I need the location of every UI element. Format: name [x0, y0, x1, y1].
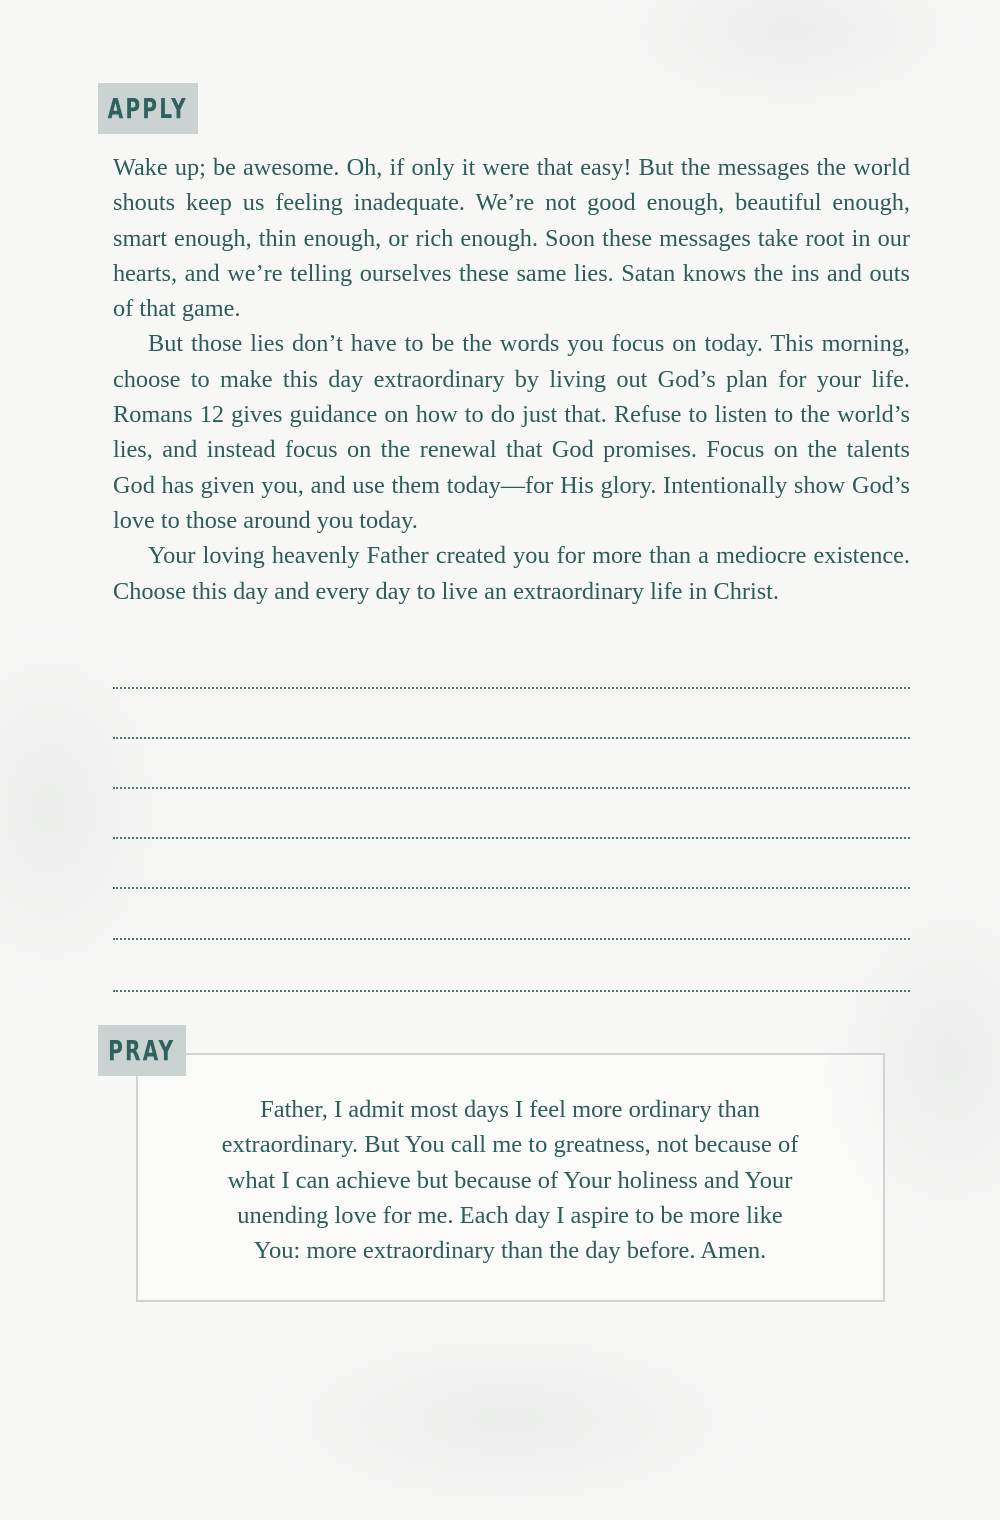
- apply-paragraph-2: But those lies don’t have to be the words you focus on today. This morning, choose to make this day extraordinary by living out God’s plan for your life. Romans 12 gives guidance on how to do just that. Refuse to listen to the world’s lies, and instead focus on the renewal that God promises. Focus on the talents God has given you, and use them today—for His glory. Intentionally show God’s love to those around you today.: [113, 330, 910, 534]
- pray-label-text: PRAY: [108, 1034, 176, 1067]
- writing-line[interactable]: [113, 887, 910, 889]
- apply-paragraph-3: Your loving heavenly Father created you for more than a mediocre existence. Choose this day and every day to live an extraordinary life in Christ.: [113, 542, 910, 605]
- prayer-line: what I can achieve but because of Your holiness and Your: [227, 1166, 793, 1194]
- apply-section-label: [98, 83, 198, 134]
- prayer-line: extraordinary. But You call me to greatness, not because of: [221, 1131, 799, 1159]
- background-texture: [250, 1320, 770, 1520]
- background-texture: [0, 620, 180, 1000]
- pray-section-label: [98, 1025, 186, 1076]
- prayer-line: unending love for me. Each day I aspire to be more like: [237, 1201, 783, 1229]
- apply-label-text: APPLY: [107, 92, 189, 125]
- writing-line[interactable]: [113, 737, 910, 739]
- writing-line[interactable]: [113, 990, 910, 992]
- writing-line[interactable]: [113, 787, 910, 789]
- writing-line[interactable]: [113, 687, 910, 689]
- background-texture: [600, 0, 980, 120]
- writing-line[interactable]: [113, 837, 910, 839]
- prayer-line: Father, I admit most days I feel more ordinary than: [260, 1096, 760, 1123]
- apply-body-text: [113, 150, 910, 609]
- apply-paragraph-1: Wake up; be awesome. Oh, if only it were that easy! But the messages the world shouts keep us feeling inadequate. We’re not good enough, beautiful enough, smart enough, thin enough, or rich enough. Soon these messages take root in our hearts, and we’re telling ourselves these same lies. Satan knows the ins and outs of that game.: [113, 154, 910, 323]
- prayer-line: You: more extraordinary than the day before. Amen.: [253, 1237, 767, 1265]
- writing-line[interactable]: [113, 938, 910, 940]
- prayer-text: [150, 1092, 870, 1268]
